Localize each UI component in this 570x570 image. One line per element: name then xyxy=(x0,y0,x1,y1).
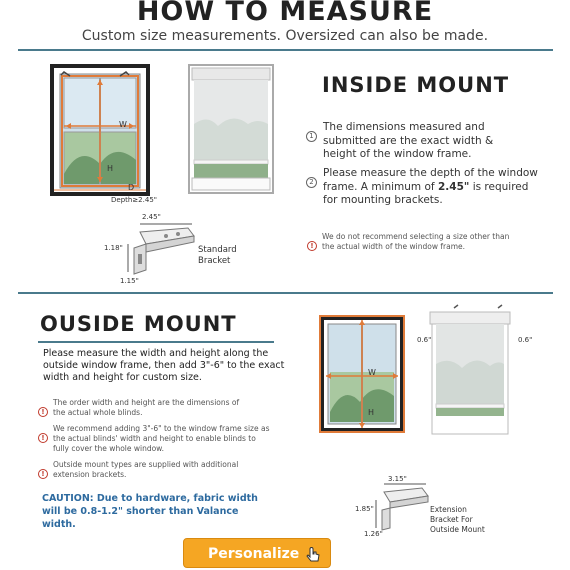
inside-note-text: We do not recommend selecting a size other than the actual width of the window frame. xyxy=(322,232,510,251)
extension-bracket-width-label: 3.15" xyxy=(388,475,407,483)
outside-intro-text: Please measure the width and height along the outside window frame, then add 3"-6" to the exact width and height for custom size. xyxy=(43,348,285,383)
outside-mount-blind-illustration xyxy=(428,304,514,436)
standard-bracket-height-label: 1.18" xyxy=(104,244,123,252)
outside-note-2: We recommend adding 3"-6" to the window frame size as the actual blinds' width and height to enable blinds to fully cover the whole window. xyxy=(53,424,270,453)
outside-title-underline xyxy=(38,341,274,343)
step-2-number-icon: 2 xyxy=(306,177,317,188)
outside-diagram-h-label: H xyxy=(368,408,375,417)
inside-step2-badge xyxy=(306,169,317,188)
caution-text: CAUTION: Due to hardware, fabric width will be 0.8-1.2" shorter than Valance width. xyxy=(42,493,258,530)
outside-note1-warning-icon: ! xyxy=(38,399,48,418)
standard-bracket-depth-label: 1.15" xyxy=(120,277,139,285)
extension-bracket-label xyxy=(430,505,485,535)
pointer-hand-icon xyxy=(304,545,322,563)
extension-bracket-depth-label: 1.26" xyxy=(364,530,383,538)
extension-bracket-label-line1: Extension xyxy=(430,505,467,514)
inside-step1-badge xyxy=(306,123,317,142)
outside-mount-window-diagram xyxy=(318,304,408,434)
extension-bracket-illustration xyxy=(372,482,432,532)
inside-mount-window-diagram xyxy=(50,64,162,200)
inside-diagram-w-label: W xyxy=(119,120,127,129)
outside-right-gap-label: 0.6" xyxy=(518,336,533,344)
outside-diagram-w-label: W xyxy=(368,368,376,377)
extension-bracket-label-line3: Outside Mount xyxy=(430,525,485,534)
step-1-number-icon: 1 xyxy=(306,131,317,142)
standard-bracket-label xyxy=(198,245,237,267)
inside-mount-blind-illustration xyxy=(188,64,274,194)
inside-note-warning-icon: ! xyxy=(307,233,317,252)
inside-mount-title: INSIDE MOUNT xyxy=(322,73,510,97)
standard-bracket-label-line1: Standard xyxy=(198,245,237,255)
page-subtitle: Custom size measurements. Oversized can also be made. xyxy=(81,28,489,44)
page-title: HOW TO MEASURE xyxy=(136,0,434,27)
outside-note3-warning-icon: ! xyxy=(38,461,48,480)
personalize-button[interactable] xyxy=(183,538,331,568)
inside-diagram-depth-label: Depth≥2.45" xyxy=(111,196,157,204)
inside-step2-pre: Please measure the depth of the window frame. A minimum of xyxy=(323,167,538,193)
extension-bracket-label-line2: Bracket For xyxy=(430,515,473,524)
inside-step2-bold: 2.45" xyxy=(437,180,470,193)
standard-bracket-label-line2: Bracket xyxy=(198,256,231,266)
inside-diagram-d-label: D xyxy=(128,183,135,192)
inside-step1-text: The dimensions measured and submitted are the exact width & height of the window frame. xyxy=(323,121,494,160)
standard-bracket-width-label: 2.45" xyxy=(142,213,161,221)
outside-mount-title: OUSIDE MOUNT xyxy=(40,312,237,336)
divider-middle xyxy=(18,292,553,294)
personalize-button-label: Personalize xyxy=(208,546,300,562)
outside-note-3: Outside mount types are supplied with additional extension brackets. xyxy=(53,460,239,479)
standard-bracket-illustration xyxy=(118,222,200,278)
inside-step2-text xyxy=(323,167,538,208)
outside-note-1: The order width and height are the dimensions of the actual whole blinds. xyxy=(53,398,240,417)
inside-step2-post: is required for mounting brackets. xyxy=(323,180,529,206)
outside-left-gap-label: 0.6" xyxy=(417,336,432,344)
outside-note2-warning-icon: ! xyxy=(38,425,48,444)
extension-bracket-height-label: 1.85" xyxy=(355,505,374,513)
inside-diagram-h-label: H xyxy=(107,164,114,173)
divider-top xyxy=(18,49,553,51)
